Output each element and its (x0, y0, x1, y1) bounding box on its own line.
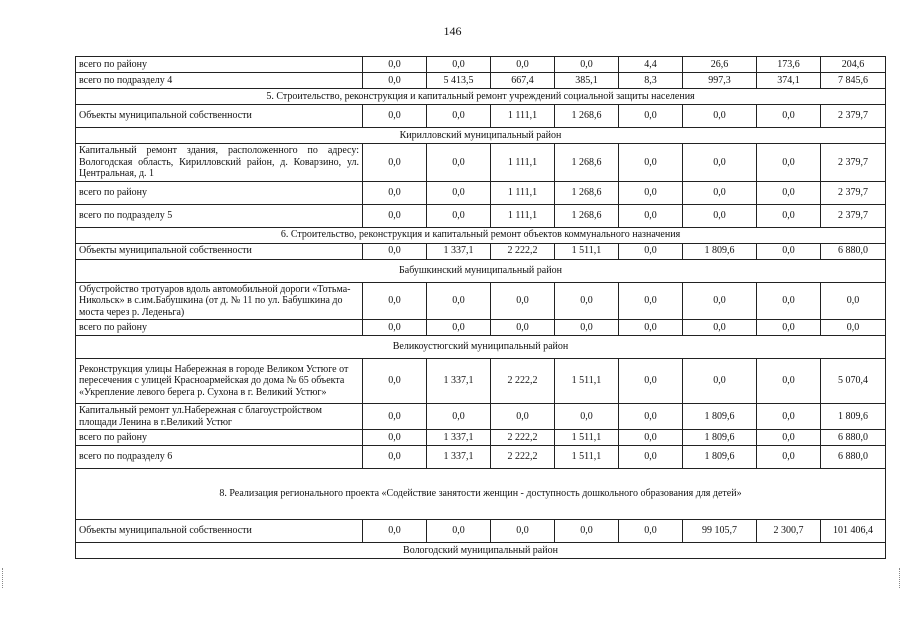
value-cell: 4,4 (619, 57, 683, 73)
value-cell: 1 268,6 (555, 204, 619, 227)
value-cell: 0,0 (757, 430, 821, 446)
value-cell: 0,0 (363, 181, 427, 204)
value-cell: 0,0 (555, 57, 619, 73)
value-cell: 26,6 (683, 57, 757, 73)
value-cell: 0,0 (757, 359, 821, 404)
value-cell: 0,0 (555, 404, 619, 430)
row-name: Капитальный ремонт здания, расположенного по адресу: Вологодская область, Кирилловский район, д. Коварзино, ул. Центральная, д. 1 (76, 144, 363, 182)
total-cell: 2 379,7 (821, 105, 886, 128)
value-cell: 1 111,1 (491, 181, 555, 204)
margin-mark-right (899, 568, 902, 588)
value-cell: 0,0 (757, 320, 821, 336)
value-cell: 0,0 (757, 243, 821, 259)
section-title: Великоустюгский муниципальный район (76, 336, 886, 359)
value-cell: 5 413,5 (427, 73, 491, 89)
value-cell: 1 337,1 (427, 446, 491, 469)
value-cell: 0,0 (427, 520, 491, 543)
value-cell: 0,0 (363, 520, 427, 543)
table-row (76, 282, 886, 320)
value-cell: 0,0 (363, 359, 427, 404)
value-cell: 374,1 (757, 73, 821, 89)
total-cell: 1 809,6 (821, 404, 886, 430)
value-cell: 0,0 (757, 282, 821, 320)
section-title: Вологодский муниципальный район (76, 543, 886, 559)
value-cell: 0,0 (427, 57, 491, 73)
value-cell: 2 222,2 (491, 430, 555, 446)
value-cell: 0,0 (427, 181, 491, 204)
row-name: Капитальный ремонт ул.Набережная с благоустройством площади Ленина в г.Великий Устюг (76, 404, 363, 430)
total-cell: 6 880,0 (821, 243, 886, 259)
total-cell: 204,6 (821, 57, 886, 73)
value-cell: 2 222,2 (491, 243, 555, 259)
row-name: всего по району (76, 57, 363, 73)
total-cell: 6 880,0 (821, 430, 886, 446)
value-cell: 0,0 (683, 144, 757, 182)
value-cell: 0,0 (427, 105, 491, 128)
table-row (76, 57, 886, 73)
total-cell: 2 379,7 (821, 144, 886, 182)
table-row (76, 181, 886, 204)
page-number: 146 (443, 24, 462, 38)
value-cell: 0,0 (363, 282, 427, 320)
value-cell: 0,0 (757, 446, 821, 469)
section-title: 8. Реализация регионального проекта «Содействие занятости женщин - доступность дошкольного образования для детей» (76, 469, 886, 520)
value-cell: 385,1 (555, 73, 619, 89)
value-cell: 0,0 (619, 446, 683, 469)
value-cell: 0,0 (491, 320, 555, 336)
value-cell: 2 222,2 (491, 359, 555, 404)
value-cell: 0,0 (619, 243, 683, 259)
total-cell: 7 845,6 (821, 73, 886, 89)
table-row (76, 243, 886, 259)
value-cell: 1 268,6 (555, 181, 619, 204)
value-cell: 99 105,7 (683, 520, 757, 543)
total-cell: 0,0 (821, 320, 886, 336)
total-cell: 2 379,7 (821, 204, 886, 227)
value-cell: 2 222,2 (491, 446, 555, 469)
margin-mark-left (2, 568, 5, 588)
value-cell: 0,0 (757, 181, 821, 204)
table-row (76, 204, 886, 227)
value-cell: 0,0 (363, 243, 427, 259)
value-cell: 1 511,1 (555, 446, 619, 469)
value-cell: 1 809,6 (683, 243, 757, 259)
row-name: Объекты муниципальной собственности (76, 243, 363, 259)
value-cell: 0,0 (491, 57, 555, 73)
section-header-row (76, 336, 886, 359)
table-row (76, 520, 886, 543)
value-cell: 0,0 (363, 73, 427, 89)
row-name: Реконструкция улицы Набережная в городе Великом Устюге от пересечения с улицей Красноармейская до дома № 65 объекта «Укрепление левого берега р. Сухона в г. Великий Устюг» (76, 359, 363, 404)
value-cell: 0,0 (427, 204, 491, 227)
value-cell: 1 809,6 (683, 430, 757, 446)
table-row (76, 359, 886, 404)
value-cell: 1 337,1 (427, 430, 491, 446)
value-cell: 0,0 (363, 105, 427, 128)
value-cell: 0,0 (363, 446, 427, 469)
value-cell: 1 809,6 (683, 404, 757, 430)
section-header-row (76, 89, 886, 105)
value-cell: 0,0 (555, 520, 619, 543)
value-cell: 0,0 (757, 105, 821, 128)
value-cell: 667,4 (491, 73, 555, 89)
value-cell: 0,0 (619, 430, 683, 446)
value-cell: 173,6 (757, 57, 821, 73)
value-cell: 0,0 (619, 204, 683, 227)
value-cell: 1 809,6 (683, 446, 757, 469)
section-title: 5. Строительство, реконструкция и капитальный ремонт учреждений социальной защиты населения (76, 89, 886, 105)
value-cell: 0,0 (757, 404, 821, 430)
total-cell: 0,0 (821, 282, 886, 320)
value-cell: 0,0 (757, 204, 821, 227)
total-cell: 101 406,4 (821, 520, 886, 543)
value-cell: 1 511,1 (555, 430, 619, 446)
value-cell: 1 111,1 (491, 204, 555, 227)
section-header-row (76, 543, 886, 559)
value-cell: 2 300,7 (757, 520, 821, 543)
value-cell: 0,0 (619, 520, 683, 543)
value-cell: 1 268,6 (555, 105, 619, 128)
total-cell: 6 880,0 (821, 446, 886, 469)
table-row (76, 446, 886, 469)
row-name: Объекты муниципальной собственности (76, 105, 363, 128)
value-cell: 0,0 (683, 282, 757, 320)
section-header-row (76, 259, 886, 282)
value-cell: 0,0 (683, 359, 757, 404)
value-cell: 0,0 (555, 282, 619, 320)
value-cell: 0,0 (363, 57, 427, 73)
row-name: всего по подразделу 5 (76, 204, 363, 227)
section-title: Бабушкинский муниципальный район (76, 259, 886, 282)
value-cell: 0,0 (363, 320, 427, 336)
value-cell: 0,0 (427, 144, 491, 182)
row-name: всего по району (76, 181, 363, 204)
value-cell: 0,0 (683, 204, 757, 227)
row-name: всего по району (76, 320, 363, 336)
value-cell: 1 511,1 (555, 243, 619, 259)
value-cell: 0,0 (619, 282, 683, 320)
total-cell: 2 379,7 (821, 181, 886, 204)
row-name: всего по подразделу 4 (76, 73, 363, 89)
value-cell: 0,0 (363, 204, 427, 227)
value-cell: 0,0 (619, 359, 683, 404)
section-title: 6. Строительство, реконструкция и капитальный ремонт объектов коммунального назначения (76, 227, 886, 243)
table-row (76, 144, 886, 182)
value-cell: 1 337,1 (427, 359, 491, 404)
budget-table (75, 56, 886, 559)
value-cell: 0,0 (427, 320, 491, 336)
value-cell: 0,0 (683, 105, 757, 128)
value-cell: 0,0 (491, 282, 555, 320)
row-name: Обустройство тротуаров вдоль автомобильной дороги «Тотьма-Никольск» в с.им.Бабушкина (от д. № 11 по ул. Бабушкина до моста через р. Леденьга) (76, 282, 363, 320)
row-name: Объекты муниципальной собственности (76, 520, 363, 543)
table-row (76, 320, 886, 336)
value-cell: 0,0 (491, 520, 555, 543)
table-row (76, 105, 886, 128)
section-header-row (76, 469, 886, 520)
row-name: всего по району (76, 430, 363, 446)
value-cell: 0,0 (683, 181, 757, 204)
value-cell: 0,0 (363, 404, 427, 430)
value-cell: 0,0 (619, 144, 683, 182)
value-cell: 0,0 (619, 320, 683, 336)
row-name: всего по подразделу 6 (76, 446, 363, 469)
section-header-row (76, 227, 886, 243)
value-cell: 0,0 (757, 144, 821, 182)
table-row (76, 404, 886, 430)
value-cell: 0,0 (619, 105, 683, 128)
value-cell: 997,3 (683, 73, 757, 89)
table-row (76, 430, 886, 446)
value-cell: 1 111,1 (491, 105, 555, 128)
value-cell: 0,0 (427, 282, 491, 320)
value-cell: 1 337,1 (427, 243, 491, 259)
value-cell: 8,3 (619, 73, 683, 89)
value-cell: 0,0 (619, 404, 683, 430)
value-cell: 1 268,6 (555, 144, 619, 182)
table-row (76, 73, 886, 89)
section-title: Кирилловский муниципальный район (76, 128, 886, 144)
value-cell: 0,0 (683, 320, 757, 336)
value-cell: 0,0 (363, 430, 427, 446)
value-cell: 0,0 (619, 181, 683, 204)
value-cell: 1 111,1 (491, 144, 555, 182)
value-cell: 0,0 (427, 404, 491, 430)
section-header-row (76, 128, 886, 144)
value-cell: 0,0 (363, 144, 427, 182)
value-cell: 1 511,1 (555, 359, 619, 404)
value-cell: 0,0 (491, 404, 555, 430)
total-cell: 5 070,4 (821, 359, 886, 404)
value-cell: 0,0 (555, 320, 619, 336)
